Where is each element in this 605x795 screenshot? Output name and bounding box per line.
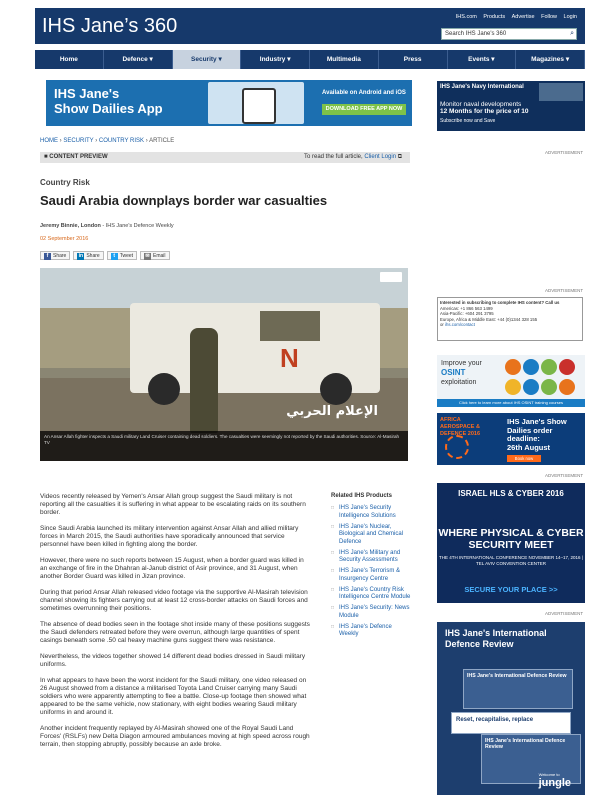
related-item[interactable]: □ IHS Jane's Nuclear, Biological and Chemical Defence <box>331 524 411 547</box>
nav-press[interactable]: Press <box>379 50 448 69</box>
article-body <box>40 493 312 757</box>
link-login[interactable]: Login <box>563 14 577 20</box>
navy-ad-cta[interactable]: Subscribe now and Save <box>440 118 496 124</box>
article-author <box>40 223 174 229</box>
related-item[interactable]: □ IHS Jane's Defence Weekly <box>331 624 411 639</box>
osint-icon <box>523 379 539 395</box>
link-products[interactable]: Products <box>483 14 506 20</box>
ad-title-line2: Show Dailies App <box>54 101 163 116</box>
related-item[interactable]: □ IHS Jane's Security Intelligence Solutions <box>331 505 411 520</box>
nav-events[interactable]: Events ▾ <box>448 50 517 69</box>
crumb-home[interactable]: HOME <box>40 138 58 144</box>
idr-cover-text: Reset, recapitalise, replace <box>451 712 571 734</box>
facebook-share-button[interactable]: f Share <box>40 251 70 260</box>
paragraph: Nevertheless, the videos together showed 14 different dead bodies dressed in Saudi military uniforms. <box>40 653 306 668</box>
tweet-button[interactable]: t Tweet <box>107 251 137 260</box>
related-item[interactable]: □ IHS Jane's Military and Security Assessments <box>331 550 411 565</box>
search-input[interactable] <box>441 28 577 40</box>
author-link[interactable]: Jeremy Binnie, London <box>40 223 101 229</box>
site-header <box>35 8 585 44</box>
link-follow[interactable]: Follow <box>541 14 557 20</box>
truck-bed <box>260 311 320 341</box>
idr-title: IHS Jane's International Defence Review <box>445 628 547 649</box>
contact-europe: Europe, Africa & Middle East: +44 (0)1344 328 155 <box>440 316 538 322</box>
ad-text: Available on Android and iOS <box>322 90 406 96</box>
contact-or-line: or ihs.com/contact <box>440 322 475 328</box>
search-icon[interactable]: ⌕ <box>570 30 574 37</box>
crumb-sep: › <box>95 138 98 144</box>
site-logo[interactable]: IHS Jane’s 360 <box>42 15 178 37</box>
article-section: Country Risk <box>40 178 90 187</box>
israel-sub: THE 4TH INTERNATIONAL CONFERENCE NOVEMBER 14–17, 2016 | TEL AVIV CONVENTION CENTER <box>439 555 583 566</box>
paragraph: Videos recently released by Yemen's Ansar Allah group suggest the Saudi military is not reporting all the casualties it is suffering in what appear to be escalating raids on its southern border. <box>40 493 306 516</box>
twitter-icon: t <box>111 253 118 260</box>
contact-asia: Asia-Pacific: +604 291 3795 <box>440 311 494 317</box>
paragraph: During that period Ansar Allah released video footage via the supportive Al-Masirah television channel showing its fighters carrying out at least 12 cross-border attacks on Saudi forces and sometimes overrunning their positions. <box>40 589 308 612</box>
osint-icon <box>541 359 557 375</box>
related-item[interactable]: □ IHS Jane's Security: News Module <box>331 605 411 620</box>
nav-multimedia[interactable]: Multimedia <box>310 50 379 69</box>
tv-watermark: الإعلام الحربي <box>286 404 378 419</box>
email-icon: ✉ <box>145 253 150 259</box>
login-prompt: To read the full article, Client Login ⧉ <box>303 154 402 160</box>
contact-link[interactable]: ihs.com/contact <box>445 322 475 328</box>
search-placeholder: Search IHS Jane's 360 <box>445 31 507 37</box>
crumb-sep: › <box>59 138 62 144</box>
linkedin-share-button[interactable]: in Share <box>73 251 103 260</box>
aero-event: AFRICA AEROSPACE & DEFENCE 2016 <box>440 417 481 437</box>
osint-icon <box>541 379 557 395</box>
content-preview-bar <box>40 152 410 163</box>
ad-title <box>54 86 163 116</box>
paragraph: Since Saudi Arabia launched its military intervention against Ansar Allah and allied military forces in March 2015, the Saudi authorities have sporadically announced that service personnel have been killed in fighting along the border. <box>40 525 299 548</box>
idr-cover <box>463 669 573 709</box>
osint-icon <box>505 379 521 395</box>
nav-security[interactable]: Security ▾ <box>173 50 242 69</box>
israel-ad[interactable] <box>437 483 585 603</box>
top-links <box>451 14 577 20</box>
content-preview-label: ■ CONTENT PREVIEW <box>44 154 108 160</box>
article-source: - IHS Jane's Defence Weekly <box>102 223 174 229</box>
aero-title: IHS Jane's Show Dailies order deadline: 26th August <box>507 417 567 452</box>
osint-footer[interactable]: Click here to learn more about IHS OSINT training courses <box>437 399 585 407</box>
nav-industry[interactable]: Industry ▾ <box>241 50 310 69</box>
nav-home[interactable]: Home <box>35 50 104 69</box>
advertisement-label: ADVERTISEMENT <box>545 473 584 478</box>
contact-box <box>437 297 583 341</box>
osint-icon <box>523 359 539 375</box>
israel-cta[interactable]: SECURE YOUR PLACE >> <box>464 585 558 594</box>
article-title: Saudi Arabia downplays border war casualties <box>40 193 328 208</box>
related-heading: Related IHS Products <box>331 493 393 499</box>
navy-ad[interactable] <box>437 81 585 131</box>
crumb-country-risk[interactable]: COUNTRY RISK <box>98 138 145 144</box>
truck-wheel <box>320 373 352 405</box>
article-photo <box>40 268 408 461</box>
channel-logo <box>380 272 402 282</box>
advertisement-label: ADVERTISEMENT <box>545 288 584 293</box>
idr-ad[interactable] <box>437 622 585 795</box>
osint-icon <box>505 359 521 375</box>
advertisement-label: ADVERTISEMENT <box>545 150 584 155</box>
truck <box>130 303 380 393</box>
nav-defence[interactable]: Defence ▾ <box>104 50 173 69</box>
link-advertise[interactable]: Advertise <box>511 14 535 20</box>
crumb-security[interactable]: SECURITY <box>63 138 94 144</box>
sponsor-logo: Welcome to jungle <box>538 772 571 789</box>
share-bar <box>40 251 170 260</box>
israel-top: ISRAEL HLS & CYBER 2016 <box>458 489 564 498</box>
vehicle-marking: N <box>280 343 299 373</box>
paragraph: Another incident frequently replayed by Al-Masirah showed one of the Royal Saudi Land Forces' (RSLFs) new Delta Diagon armoured ambulances moving at high speed across rough terrain, then stopping abruptly, possibly because an axle broke. <box>40 725 310 748</box>
osint-icons <box>505 359 581 397</box>
osint-icon <box>559 359 575 375</box>
idr-masthead: IHS Jane's International Defence Review <box>467 673 567 679</box>
nav-magazines[interactable]: Magazines ▾ <box>516 50 585 69</box>
navy-ad-title: IHS Jane's Navy International <box>440 84 524 90</box>
navy-ad-subtitle: Monitor naval developments 12 Months for the price of 10 <box>440 101 529 115</box>
paragraph: The absence of dead bodies seen in the footage shot inside many of these positions suggests the Saudi defenders retreated before they were overrun, although large quantities of spent casings beneath some .50 cal heavy machine guns suggest there was resistance. <box>40 621 310 644</box>
link-ihs[interactable]: IHS.com <box>455 14 477 20</box>
aero-ad[interactable] <box>437 413 585 465</box>
show-dailies-ad[interactable] <box>46 80 412 126</box>
book-now-button[interactable]: Book now <box>507 455 541 462</box>
contact-line: Interested in subscribing to complete IHS content? Call us <box>440 300 560 305</box>
article-date: 02 September 2016 <box>40 236 89 242</box>
crumb-current: ARTICLE <box>149 138 175 144</box>
paragraph: In what appears to have been the worst incident for the Saudi military, one video released on 26 August showed from a distance a militarised Toyota Land Cruiser carrying many Saudi soldiers who were apparently attempting to flee a battle. Close-up footage then showed what appeared to be the same vehicle, now stationary, with eight bodies wearing Saudi military uniforms in and around it. <box>40 677 307 716</box>
navy-ad-photo <box>539 83 583 101</box>
photo-caption: An Ansar Allah fighter inspects a Saudi military Land Cruiser containing dead soldiers. The casualties were seemingly not reported by the Saudi authorities. Source: Al-Masirah TV <box>40 431 408 461</box>
related-item[interactable]: □ IHS Jane's Country Risk Intelligence Centre Module <box>331 587 411 602</box>
download-button[interactable]: DOWNLOAD FREE APP NOW <box>322 104 406 115</box>
related-item[interactable]: □ IHS Jane's Terrorism & Insurgency Centre <box>331 568 411 583</box>
truck-wheel <box>148 373 180 405</box>
email-button[interactable]: ✉ Email <box>140 251 170 260</box>
osint-ad[interactable] <box>437 355 585 407</box>
ad-title-line1: IHS Jane's <box>54 86 120 101</box>
crumb-sep: › <box>145 138 148 144</box>
soldier-figure <box>190 328 218 433</box>
phone-image <box>208 82 304 124</box>
israel-headline: WHERE PHYSICAL & CYBER SECURITY MEET <box>438 527 584 551</box>
aero-emblem-icon <box>445 435 469 459</box>
advertisement-label: ADVERTISEMENT <box>545 611 584 616</box>
client-login-link[interactable]: Client Login <box>364 154 397 160</box>
linkedin-icon: in <box>78 253 84 259</box>
paragraph: However, there were no such reports between 15 August, when a border guard was killed in an exchange of fire in the Dhahran al-Janub district of Asir province, and 31 August, when another Border Guard was killed in Jizan province. <box>40 557 304 580</box>
osint-text: Improve your OSINT exploitation <box>441 360 482 386</box>
contact-americas: Americas: +1 866 563 1499 <box>440 305 493 311</box>
osint-icon <box>559 379 575 395</box>
facebook-icon: f <box>44 253 51 260</box>
related-products <box>331 493 411 642</box>
idr-masthead: IHS Jane's International Defence Review <box>485 738 566 750</box>
main-nav <box>35 50 585 69</box>
breadcrumb <box>40 138 174 144</box>
